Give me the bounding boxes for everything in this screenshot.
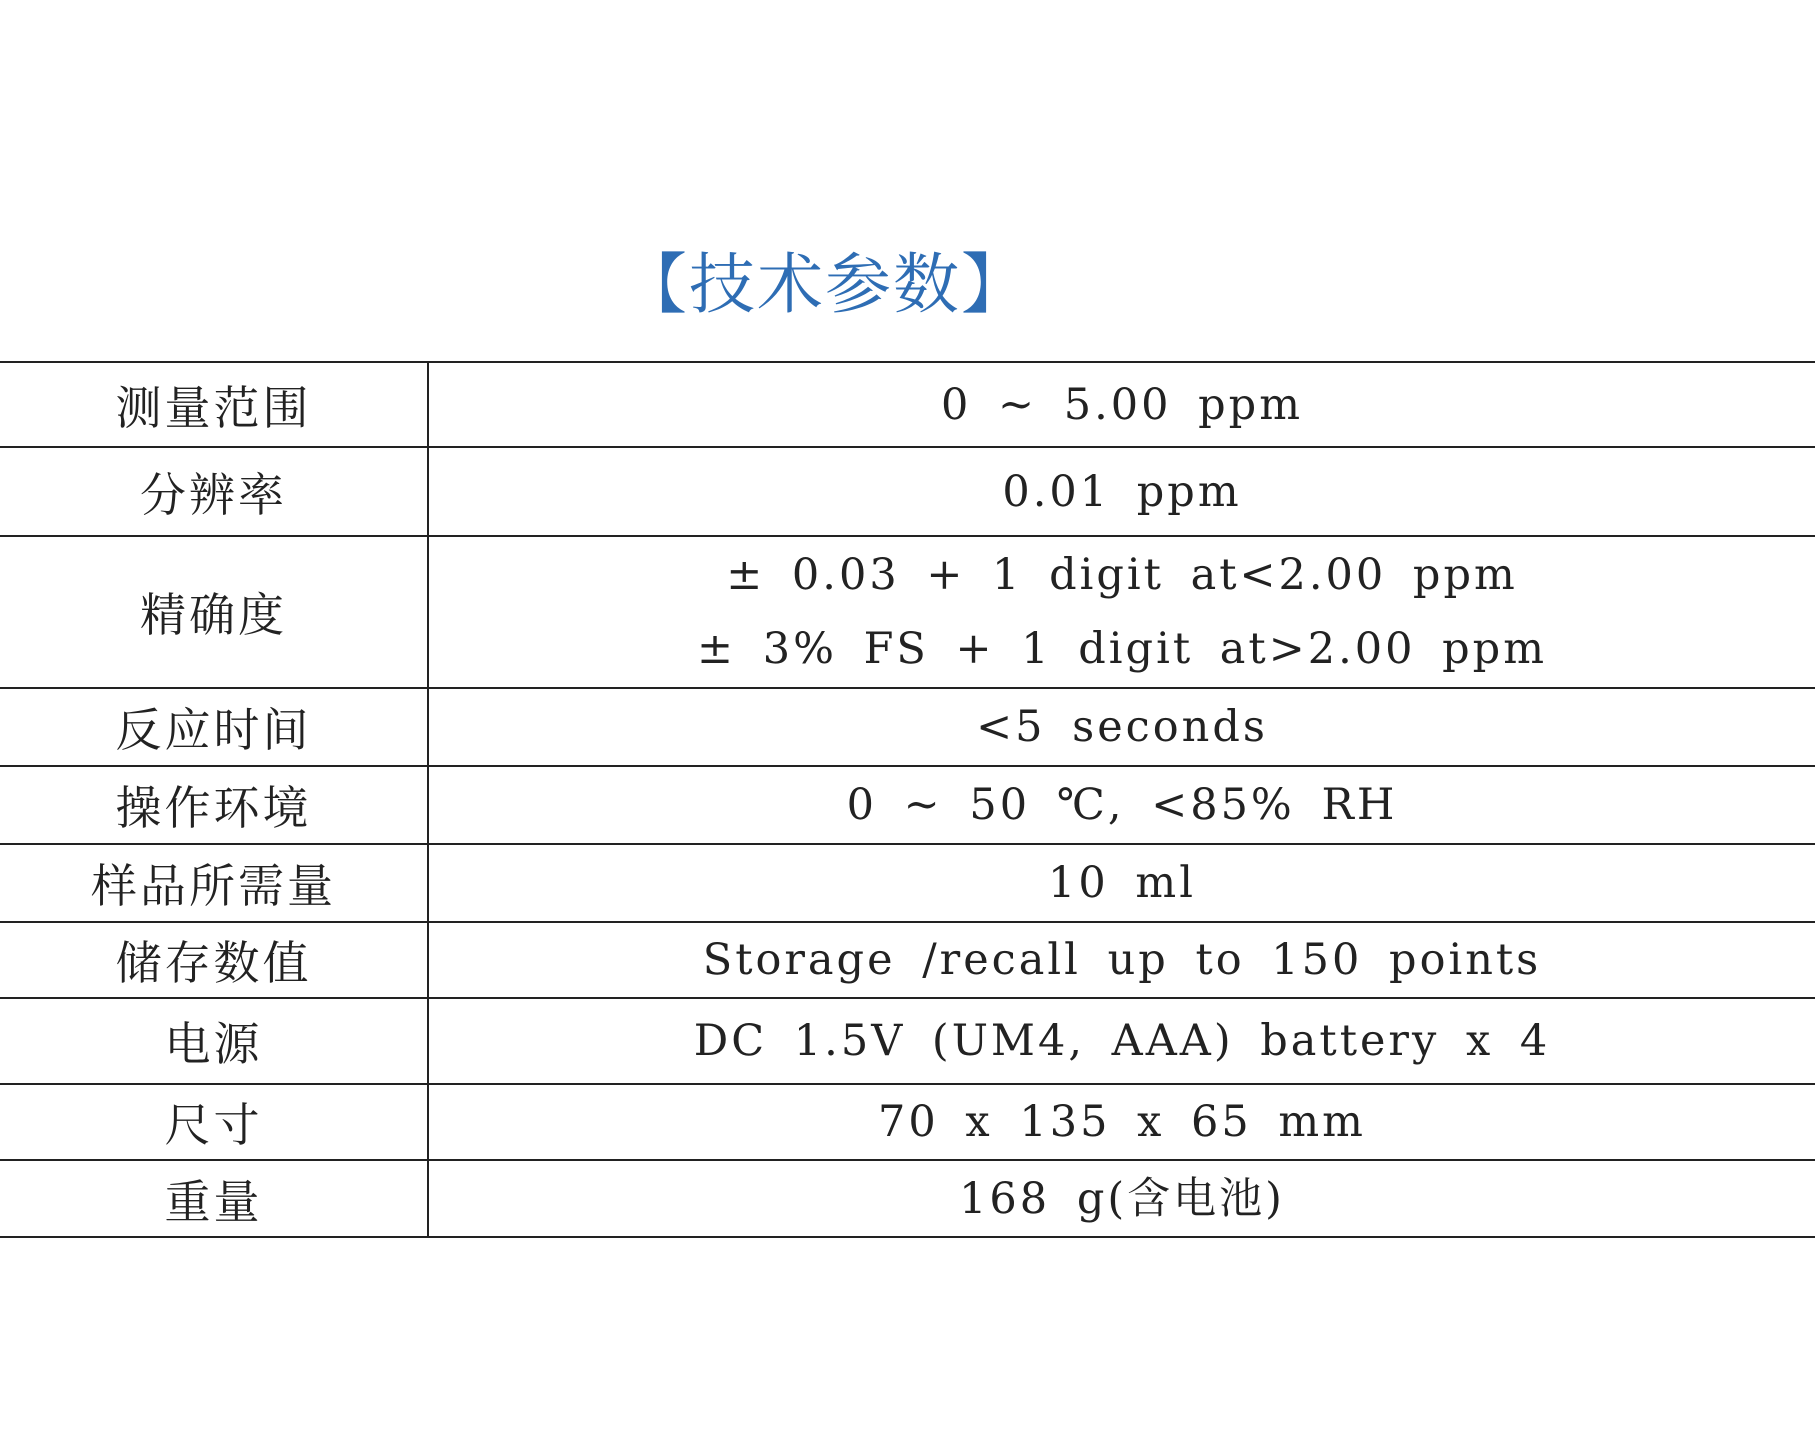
- spec-value-line: DC 1.5V (UM4, AAA) battery x 4: [693, 1016, 1551, 1066]
- table-row: [0, 1084, 1815, 1160]
- spec-value: [428, 766, 1815, 844]
- page-title: 【技术参数】: [621, 246, 1029, 323]
- spec-label: 尺寸: [0, 1084, 428, 1160]
- spec-label: 分辨率: [0, 447, 428, 536]
- spec-label: 测量范围: [0, 362, 428, 447]
- table-row: [0, 922, 1815, 998]
- table-row: [0, 447, 1815, 536]
- spec-value: [428, 688, 1815, 766]
- table-row: [0, 362, 1815, 447]
- spec-value-line: <5 seconds: [976, 702, 1268, 752]
- table-row: [0, 1160, 1815, 1237]
- table-row: [0, 844, 1815, 922]
- spec-label: 精确度: [0, 536, 428, 688]
- spec-value-line: 0.01 ppm: [1002, 466, 1242, 517]
- spec-value: [428, 362, 1815, 447]
- table-row: [0, 536, 1815, 688]
- spec-value: [428, 447, 1815, 536]
- spec-value-line: 70 x 135 x 65 mm: [878, 1097, 1366, 1147]
- spec-value-line: 0 ~ 50 ℃, <85% RH: [846, 780, 1398, 830]
- spec-value: [428, 998, 1815, 1084]
- spec-label: 储存数值: [0, 922, 428, 998]
- spec-label: 样品所需量: [0, 844, 428, 922]
- spec-table: [0, 361, 1815, 1238]
- spec-value-line: 10 ml: [1048, 858, 1196, 908]
- table-row: [0, 766, 1815, 844]
- spec-label: 电源: [0, 998, 428, 1084]
- spec-value: [428, 536, 1815, 688]
- spec-value-line: 0 ~ 5.00 ppm: [941, 379, 1303, 430]
- spec-value-line: ± 0.03 + 1 digit at<2.00 ppm: [726, 550, 1518, 600]
- spec-value-line: 168 g(含电池): [959, 1173, 1285, 1224]
- table-row: [0, 998, 1815, 1084]
- spec-label: 重量: [0, 1160, 428, 1237]
- spec-value-line: Storage /recall up to 150 points: [702, 935, 1542, 985]
- spec-value: [428, 922, 1815, 998]
- spec-value: [428, 844, 1815, 922]
- spec-value: [428, 1084, 1815, 1160]
- spec-value: [428, 1160, 1815, 1237]
- table-row: [0, 688, 1815, 766]
- spec-label: 反应时间: [0, 688, 428, 766]
- spec-label: 操作环境: [0, 766, 428, 844]
- spec-value-line: ± 3% FS + 1 digit at>2.00 ppm: [697, 624, 1547, 674]
